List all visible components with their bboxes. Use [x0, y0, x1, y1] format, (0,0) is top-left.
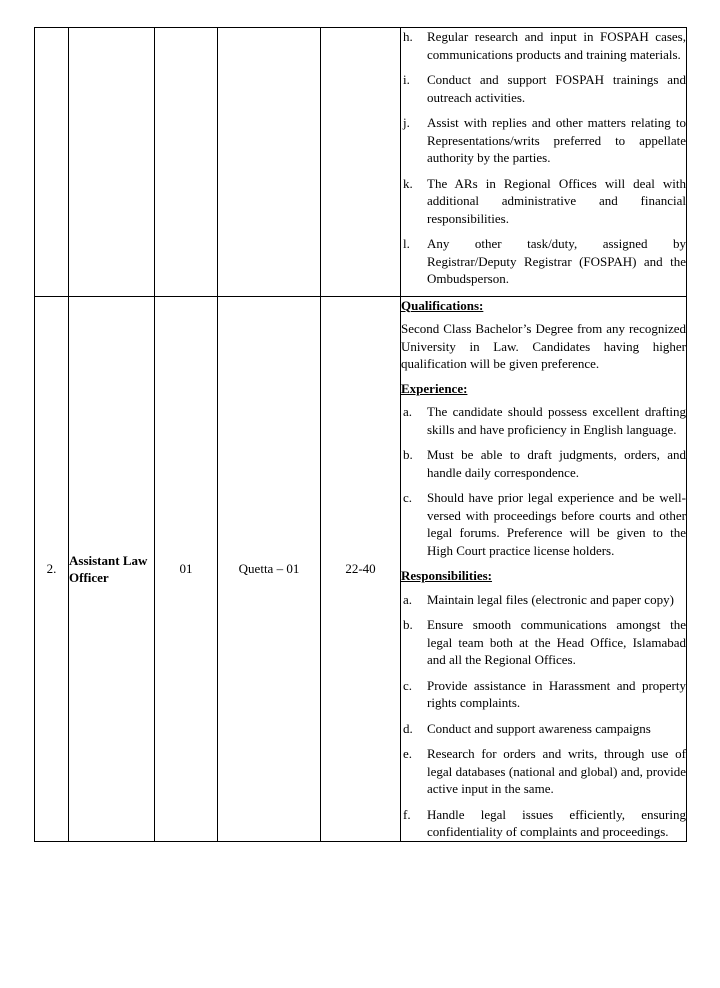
list-marker: h.: [403, 29, 413, 44]
list-item: [401, 235, 686, 288]
qualifications-heading: Qualifications:: [401, 297, 484, 313]
list-marker: e.: [403, 746, 413, 761]
list-marker: k.: [403, 175, 413, 191]
table-row: [35, 28, 687, 297]
list-item: [401, 720, 686, 738]
table-row: [35, 296, 687, 841]
list-item: [401, 446, 686, 481]
responsibilities-list: [401, 591, 686, 841]
list-text: Must be able to draft judgments, orders, and handle daily correspondence.: [427, 447, 686, 480]
list-marker: a.: [403, 404, 413, 419]
job-positions-table: [34, 27, 687, 842]
list-item: [401, 806, 686, 841]
cell-number-of-posts: [155, 28, 218, 297]
experience-heading: Experience:: [401, 380, 468, 396]
responsibilities-heading: Responsibilities:: [401, 568, 493, 583]
list-text: The ARs in Regional Offices will deal with additional administrative and financial responsibilities.: [427, 175, 686, 226]
list-text: The candidate should possess excellent drafting skills and have proficiency in English language.: [427, 404, 686, 437]
list-text: Conduct and support FOSPAH trainings and outreach activities.: [427, 72, 686, 105]
cell-description: [401, 296, 687, 841]
list-text: Provide assistance in Harassment and property rights complaints.: [427, 677, 686, 710]
list-text: Should have prior legal experience and be well-versed with proceedings before courts and other legal forums. Preference will be given to the High Court practice license holders.: [427, 490, 686, 558]
list-marker: c.: [403, 490, 413, 505]
list-text: Regular research and input in FOSPAH cases, communications products and training materials.: [427, 29, 686, 62]
list-text: Conduct and support awareness campaigns: [427, 720, 651, 736]
cell-place-of-posting: [218, 28, 321, 297]
list-text: Maintain legal files (electronic and paper copy): [427, 591, 674, 607]
list-text: Assist with replies and other matters relating to Representations/writs preferred to appellate authority by the parties.: [427, 115, 686, 165]
list-marker: b.: [403, 617, 413, 632]
list-marker: i.: [403, 72, 410, 87]
list-marker: l.: [403, 236, 410, 251]
list-marker: c.: [403, 677, 413, 693]
qualifications-text: Second Class Bachelor’s Degree from any recognized University in Law. Candidates having higher qualification will be given preference.: [401, 321, 686, 371]
list-text: Any other task/duty, assigned by Registrar/Deputy Registrar (FOSPAH) and the Ombudsperson.: [427, 236, 686, 286]
list-item: [401, 591, 686, 609]
list-text: Research for orders and writs, through use of legal databases (national and global) and, provide active input in the same.: [427, 746, 686, 796]
list-item: [401, 71, 686, 106]
cell-number-of-posts: 01: [155, 296, 218, 841]
list-marker: d.: [403, 720, 413, 736]
cell-description: [401, 28, 687, 297]
list-item: [401, 616, 686, 669]
list-item: [401, 745, 686, 798]
cell-place-of-posting: Quetta – 01: [218, 296, 321, 841]
experience-list: [401, 403, 686, 559]
cell-post-name: Assistant Law Officer: [69, 296, 155, 841]
list-marker: b.: [403, 447, 413, 462]
list-marker: f.: [403, 806, 411, 822]
list-marker: j.: [403, 115, 410, 130]
cell-serial-number: [35, 28, 69, 297]
cell-post-name: [69, 28, 155, 297]
list-item: [401, 175, 686, 228]
list-item: [401, 28, 686, 63]
continued-duties-list: [401, 28, 686, 288]
list-item: [401, 403, 686, 438]
cell-age-limit: [321, 28, 401, 297]
cell-serial-number: 2.: [35, 296, 69, 841]
list-text: Handle legal issues efficiently, ensuring confidentiality of complaints and proceedings.: [427, 806, 686, 839]
cell-age-limit: 22-40: [321, 296, 401, 841]
list-marker: a.: [403, 591, 413, 607]
list-item: [401, 677, 686, 712]
list-item: [401, 489, 686, 559]
list-text: Ensure smooth communications amongst the legal team both at the Head Office, Islamabad and all the Regional Offices.: [427, 617, 686, 667]
list-item: [401, 114, 686, 167]
cell-bottom-spacer: [401, 288, 686, 296]
